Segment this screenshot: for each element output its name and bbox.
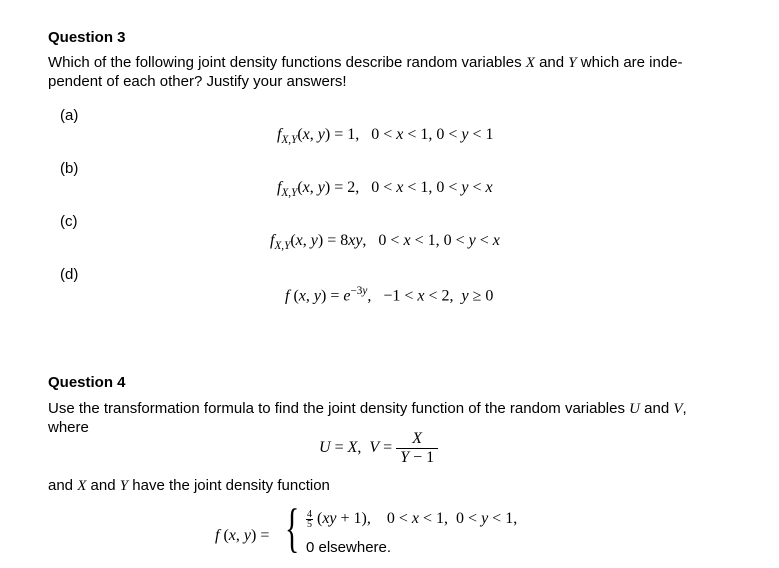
q3-part-c-formula: $f_{X,Y}(x$, y) = 8xy, 0 < x < 1, 0 < y < x	[270, 232, 500, 253]
q3-intro-line1: Which of the following joint density functions describe random variables X and Y which are inde-	[48, 54, 683, 71]
q3-part-c-label: (c)	[60, 213, 78, 230]
q4-density-lhs: f (x, y) =	[215, 527, 270, 544]
q4-case-brace: {	[285, 498, 300, 558]
q4-case2: 0 elsewhere.	[306, 539, 392, 556]
q3-part-b-label: (b)	[60, 160, 79, 177]
q3-part-b-formula: $f_{X,Y}(x$, y) = 2, 0 < x < 1, 0 < y < x	[277, 179, 493, 200]
q3-heading: Question 3	[48, 29, 126, 46]
q3-part-d-label: (d)	[60, 266, 79, 283]
q4-case1: $\frac{4}{5}$ (xy + 1), 0 < x < 1, 0 < y < 1,	[307, 509, 518, 530]
q3-part-d-formula: f (x, $y) = e^{-3y}$, −1 < x < 2, y ≥ 0	[285, 285, 494, 305]
q4-density-intro: and X and Y have the joint density function	[48, 477, 330, 494]
q3-part-a-formula: $f_{X,Y}(x$, y) = 1, 0 < x < 1, 0 < y < 1	[277, 126, 494, 147]
q3-part-a-label: (a)	[60, 107, 79, 124]
q4-heading: Question 4	[48, 374, 126, 391]
q4-intro-line1: Use the transformation formula to find the joint density function of the random variables U and V,	[48, 400, 687, 417]
q4-intro-line2: where	[48, 419, 89, 436]
q4-transform: U = X, V = $\frac{X}{Y - 1}$	[319, 431, 438, 466]
q3-intro-line2: pendent of each other? Justify your answers!	[48, 73, 347, 90]
